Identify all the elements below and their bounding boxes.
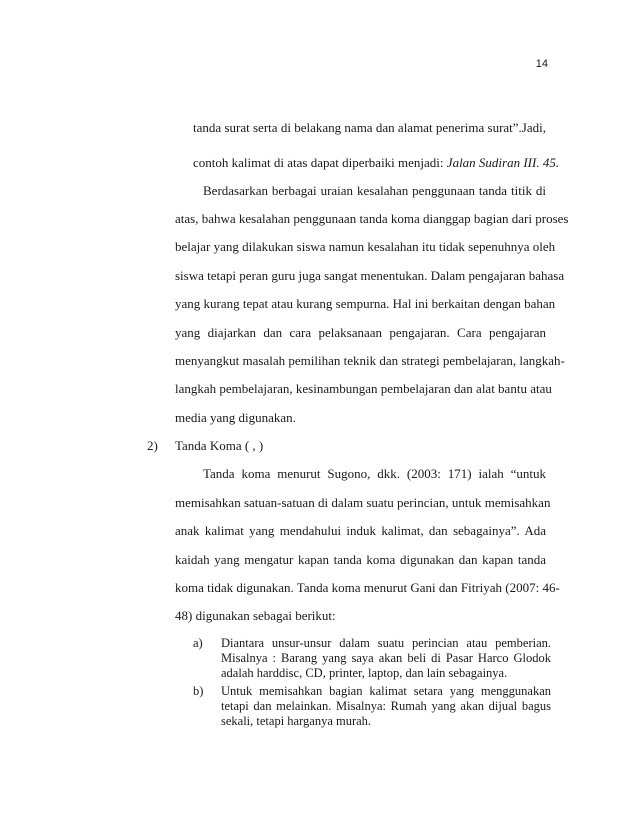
list-item-line: Misalnya : Barang yang saya akan beli di Pasar Harco Glodok [221,651,551,665]
para1-text: contoh kalimat di atas dapat diperbaiki menjadi: [193,155,447,170]
list-item-line: Untuk memisahkan bagian kalimat setara yang menggunakan [221,684,551,698]
list-item-line: Diantara unsur-unsur dalam suatu perincian atau pemberian. [221,636,551,650]
example-emphasis: Jalan Sudiran III. 45. [446,155,560,170]
para3-line: koma tidak digunakan. Tanda koma menurut Gani dan Fitriyah (2007: 46- [175,580,560,595]
para3-line: memisahkan satuan-satuan di dalam suatu perincian, untuk memisahkan [175,495,551,510]
para2-line: siswa tetapi peran guru juga sangat menentukan. Dalam pengajaran bahasa [175,268,565,283]
para2-line: atas, bahwa kesalahan penggunaan tanda koma dianggap bagian dari proses [175,211,569,226]
para2-line: yang diajarkan dan cara pelaksanaan pengajaran. Cara pengajaran [175,325,546,340]
list-marker: 2) [147,438,158,453]
para1-line [193,155,560,171]
para2-line: langkah pembelajaran, kesinambungan pembelajaran dan alat bantu atau [175,381,552,396]
para3-line: kaidah yang mengatur kapan tanda koma digunakan dan kapan tanda [175,552,546,567]
para3-line: anak kalimat yang mendahului induk kalimat, dan sebagainya”. Ada [175,523,546,538]
para3-line: 48) digunakan sebagai berikut: [175,608,336,623]
para2-line: belajar yang dilakukan siswa namun kesalahan itu tidak sepenuhnya oleh [175,239,556,254]
para2-line: Berdasarkan berbagai uraian kesalahan penggunaan tanda titik di [203,183,546,198]
list-item-line: sekali, tetapi harganya murah. [221,714,372,728]
list-marker: a) [193,636,203,650]
list-marker: b) [193,684,204,698]
para3-line: Tanda koma menurut Sugono, dkk. (2003: 171) ialah “untuk [203,466,546,481]
para2-line: menyangkut masalah pemilihan teknik dan strategi pembelajaran, langkah- [175,353,565,368]
para1-line: tanda surat serta di belakang nama dan alamat penerima surat”.Jadi, [193,120,546,135]
list-item [193,636,553,684]
para2-line: media yang digunakan. [175,410,296,425]
list-item-line: tetapi dan melainkan. Misalnya: Rumah yang akan dijual bagus [221,699,551,713]
para2-line: yang kurang tepat atau kurang sempurna. Hal ini berkaitan dengan bahan [175,296,556,311]
section-heading: Tanda Koma ( , ) [175,438,264,453]
list-item [193,684,553,732]
list-item-line: adalah harddisc, CD, printer, laptop, dan lain sebagainya. [221,666,508,680]
page-number: 14 [535,58,548,70]
